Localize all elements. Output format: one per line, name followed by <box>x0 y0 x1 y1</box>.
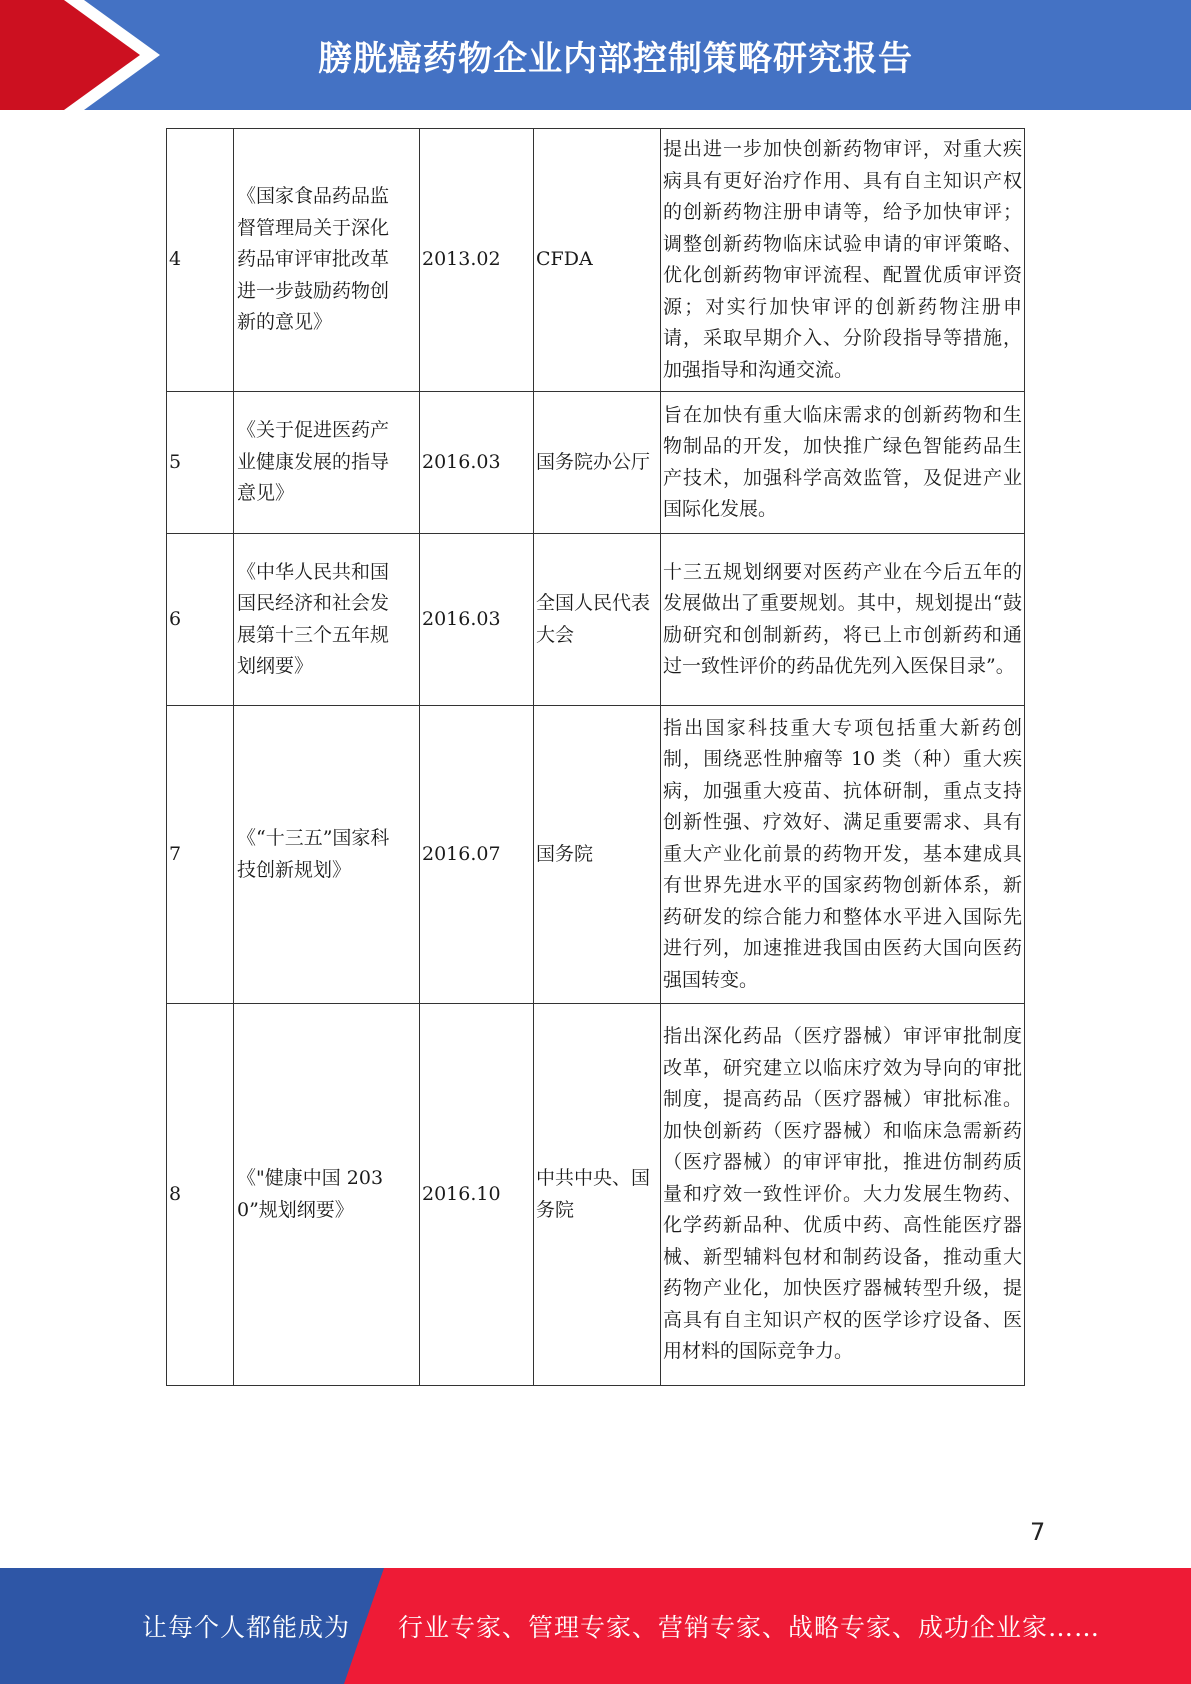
footer-slogan-left: 让每个人都能成为 <box>142 1613 351 1642</box>
table-row <box>167 534 1025 706</box>
issuing-department: 中共中央、国务院 <box>534 1004 661 1386</box>
issuing-department: 国务院办公厅 <box>534 392 661 534</box>
page-header <box>0 0 1191 110</box>
issuing-department: CFDA <box>534 129 661 392</box>
policy-description: 指出深化药品（医疗器械）审评审批制度改革，研究建立以临床疗效为导向的审批制度，提高药品（医疗器械）审批标准。加快创新药（医疗器械）和临床急需新药（医疗器械）的审评审批，推进仿制药质量和疗效一致性评价。大力发展生物药、化学药新品种、优质中药、高性能医疗器械、新型辅料包材和制药设备，推动重大药物产业化，加快医疗器械转型升级，提高具有自主知识产权的医学诊疗设备、医用材料的国际竞争力。 <box>661 1004 1025 1386</box>
table-row <box>167 1004 1025 1386</box>
policy-name: 《“十三五”国家科技创新规划》 <box>234 706 420 1004</box>
policy-name: 《中华人民共和国国民经济和社会发展第十三个五年规划纲要》 <box>234 534 420 706</box>
issuing-department: 全国人民代表大会 <box>534 534 661 706</box>
policy-name: 《国家食品药品监督管理局关于深化药品审评审批改革进一步鼓励药物创新的意见》 <box>234 129 420 392</box>
table-row <box>167 392 1025 534</box>
issue-date: 2016.03 <box>420 392 534 534</box>
policy-description: 提出进一步加快创新药物审评，对重大疾病具有更好治疗作用、具有自主知识产权的创新药物注册申请等，给予加快审评；调整创新药物临床试验申请的审评策略、优化创新药物审评流程、配置优质审评资源；对实行加快审评的创新药物注册申请，采取早期介入、分阶段指导等措施，加强指导和沟通交流。 <box>661 129 1025 392</box>
policy-name: 《"健康中国 2030”规划纲要》 <box>234 1004 420 1386</box>
issue-date: 2016.07 <box>420 706 534 1004</box>
issue-date: 2016.03 <box>420 534 534 706</box>
policy-description: 旨在加快有重大临床需求的创新药物和生物制品的开发，加快推广绿色智能药品生产技术，加强科学高效监管，及促进产业国际化发展。 <box>661 392 1025 534</box>
row-number: 8 <box>167 1004 234 1386</box>
table-row <box>167 129 1025 392</box>
page-number: 7 <box>1030 1518 1046 1546</box>
row-number: 5 <box>167 392 234 534</box>
row-number: 4 <box>167 129 234 392</box>
policy-table <box>166 128 1025 1386</box>
policy-description: 指出国家科技重大专项包括重大新药创制，围绕恶性肿瘤等 10 类（种）重大疾病，加强重大疫苗、抗体研制，重点支持创新性强、疗效好、满足重要需求、具有重大产业化前景的药物开发，基本建成具有世界先进水平的国家药物创新体系，新药研发的综合能力和整体水平进入国际先进行列，加速推进我国由医药大国向医药强国转变。 <box>661 706 1025 1004</box>
policy-description: 十三五规划纲要对医药产业在今后五年的发展做出了重要规划。其中，规划提出“鼓励研究和创制新药，将已上市创新药和通过一致性评价的药品优先列入医保目录”。 <box>661 534 1025 706</box>
policy-name: 《关于促进医药产业健康发展的指导意见》 <box>234 392 420 534</box>
row-number: 6 <box>167 534 234 706</box>
report-title: 膀胱癌药物企业内部控制策略研究报告 <box>318 38 913 79</box>
footer-slogan-right: 行业专家、管理专家、营销专家、战略专家、成功企业家…… <box>398 1613 1101 1642</box>
issue-date: 2016.10 <box>420 1004 534 1386</box>
table-row <box>167 706 1025 1004</box>
issuing-department: 国务院 <box>534 706 661 1004</box>
issue-date: 2013.02 <box>420 129 534 392</box>
page-footer <box>0 1568 1191 1684</box>
row-number: 7 <box>167 706 234 1004</box>
